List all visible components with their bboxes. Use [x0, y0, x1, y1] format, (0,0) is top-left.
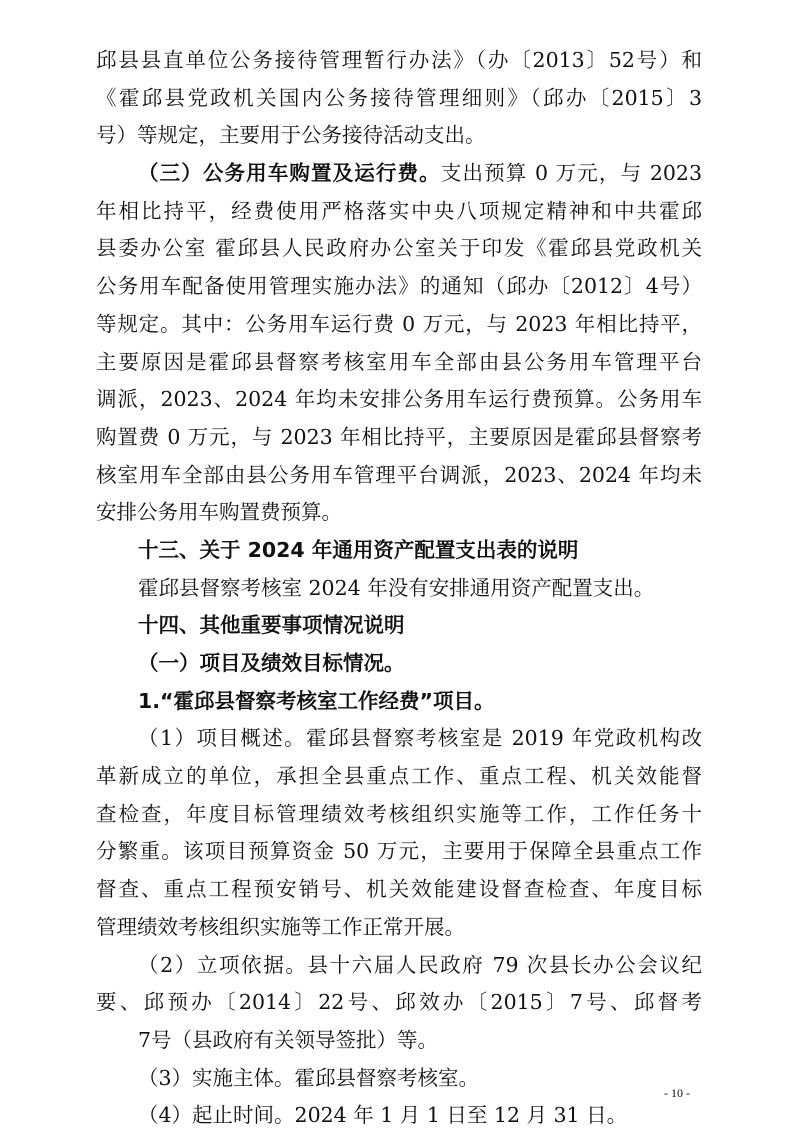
text-line	[96, 871, 702, 909]
text-line	[96, 570, 702, 608]
text-line	[96, 532, 702, 570]
text-line	[96, 494, 702, 532]
line-text: 霍邱县督察考核室 2024 年没有安排通用资产配置支出。	[138, 575, 655, 600]
text-line	[96, 720, 702, 758]
text-line	[96, 117, 702, 155]
line-text: 年相比持平，经费使用严格落实中央八项规定精神和中共霍邱	[96, 198, 702, 223]
line-text: 调派，2023、2024 年均未安排公务用车运行费预算。公务用车	[96, 387, 702, 412]
line-text: 安排公务用车购置费预算。	[96, 500, 342, 525]
line-text: 革新成立的单位，承担全县重点工作、重点工程、机关效能督	[96, 764, 702, 789]
bold-heading: （一）项目及绩效目标情况。	[138, 651, 405, 675]
line-text: 督查、重点工程预安销号、机关效能建设督查检查、年度目标	[96, 877, 702, 902]
line-text: 支出预算 0 万元，与 2023	[440, 161, 702, 186]
line-text: 7号（县政府有关领导签批）等。	[138, 1027, 439, 1052]
line-text: 查检查，年度目标管理绩效考核组织实施等工作，工作任务十	[96, 801, 702, 826]
page-number: - 10 -	[664, 1086, 690, 1100]
text-line	[96, 268, 702, 306]
text-line	[96, 306, 702, 344]
line-text: 管理绩效考核组织实施等工作正常开展。	[96, 914, 465, 939]
text-line	[96, 344, 702, 382]
bold-heading: 1.“霍邱县督察考核室工作经费”项目。	[138, 688, 495, 713]
document-body	[96, 42, 702, 1135]
text-line	[96, 42, 702, 80]
text-line	[96, 1022, 702, 1060]
text-line	[96, 419, 702, 457]
line-text: 邱县县直单位公务接待管理暂行办法》（办〔2013〕52号）和	[96, 48, 702, 72]
line-text: 核室用车全部由县公务用车管理平台调派，2023、2024 年均未	[96, 462, 702, 487]
line-text: （2）立项依据。县十六届人民政府 79 次县长办公会议纪	[138, 952, 702, 977]
line-text: 《霍邱县党政机关国内公务接待管理细则》（邱办〔2015〕3	[96, 85, 702, 110]
text-line	[96, 1060, 702, 1098]
text-line	[96, 758, 702, 796]
line-text: 要、邱预办〔2014〕22号、邱效办〔2015〕7号、邱督考	[96, 990, 702, 1015]
text-line	[96, 230, 702, 268]
line-text: 号）等规定，主要用于公务接待活动支出。	[96, 123, 486, 148]
line-text: 分繁重。该项目预算资金 50 万元，主要用于保障全县重点工作	[96, 839, 702, 864]
text-line	[96, 457, 702, 495]
text-line	[96, 645, 702, 683]
line-text: （1）项目概述。霍邱县督察考核室是 2019 年党政机构改	[138, 726, 702, 751]
text-line	[96, 833, 702, 871]
text-line	[96, 909, 702, 947]
line-text: 购置费 0 万元，与 2023 年相比持平，主要原因是霍邱县督察考	[96, 424, 702, 449]
bold-heading: 十四、其他重要事项情况说明	[138, 613, 405, 638]
line-text: （4）起止时间。2024 年 1 月 1 日至 12 月 31 日。	[138, 1103, 628, 1128]
text-line	[96, 1097, 702, 1135]
text-line	[96, 683, 702, 721]
line-text: （3）实施主体。霍邱县督察考核室。	[138, 1065, 480, 1090]
line-text: 等规定。其中：公务用车运行费 0 万元，与 2023 年相比持平，	[96, 311, 702, 336]
bold-heading: （三）公务用车购置及运行费。	[138, 161, 441, 186]
text-line	[96, 381, 702, 419]
bold-heading: 十三、关于 2024 年通用资产配置支出表的说明	[138, 537, 579, 562]
text-line	[96, 796, 702, 834]
text-line	[96, 607, 702, 645]
text-line	[96, 984, 702, 1022]
line-text: 县委办公室 霍邱县人民政府办公室关于印发《霍邱县党政机关	[96, 236, 702, 261]
line-text: 主要原因是霍邱县督察考核室用车全部由县公务用车管理平台	[96, 349, 702, 374]
text-line	[96, 155, 702, 193]
text-line	[96, 80, 702, 118]
line-text: 公务用车配备使用管理实施办法》的通知（邱办〔2012〕4号）	[96, 274, 702, 299]
text-line	[96, 947, 702, 985]
text-line	[96, 193, 702, 231]
